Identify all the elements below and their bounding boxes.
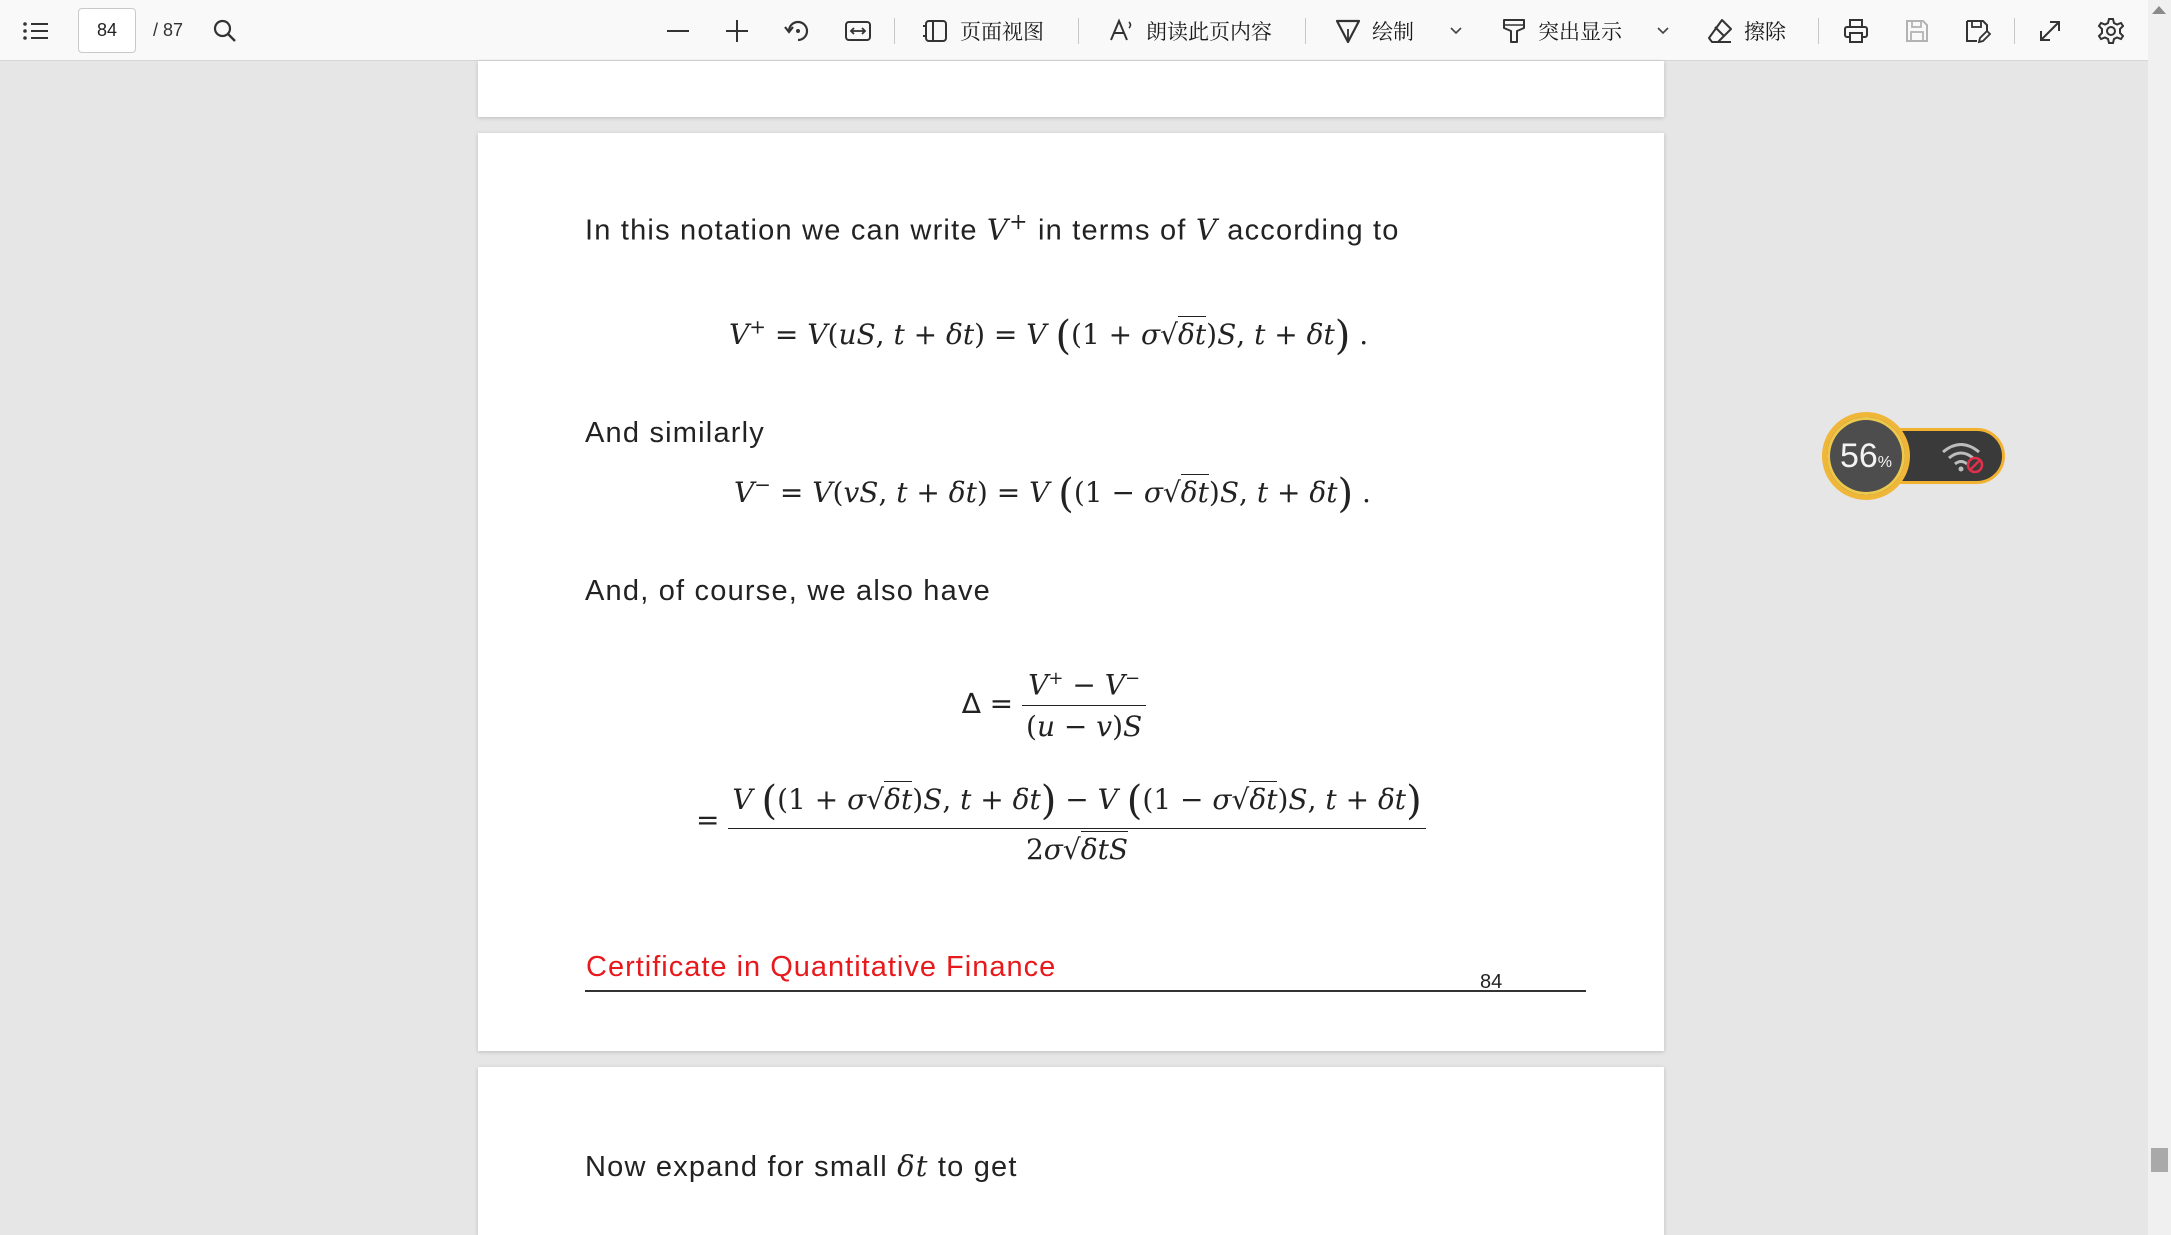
- erase-label: 擦除: [1744, 20, 1786, 44]
- of-course-text: And, of course, we also have: [585, 575, 991, 607]
- vertical-scrollbar[interactable]: [2148, 0, 2171, 1235]
- highlight-chevron-down-icon[interactable]: [1655, 0, 1671, 61]
- erase-button[interactable]: [1706, 0, 1786, 61]
- toolbar-separator: [1305, 18, 1306, 44]
- intro-sentence: In this notation we can write V+ in terms of V according to: [585, 210, 1400, 247]
- previous-page-bottom: [478, 61, 1664, 117]
- page-number-input[interactable]: 84: [78, 8, 136, 53]
- pdf-page-84: [478, 133, 1664, 1051]
- toolbar-separator: [1818, 18, 1819, 44]
- draw-button[interactable]: [1334, 0, 1414, 61]
- page-total: / 87: [153, 20, 184, 40]
- highlighter-icon: [1500, 17, 1528, 45]
- highlight-button[interactable]: [1500, 0, 1622, 61]
- zoom-in-icon[interactable]: [723, 0, 751, 61]
- read-aloud-button[interactable]: [1108, 0, 1272, 61]
- zoom-out-icon[interactable]: [664, 0, 692, 61]
- rotate-icon[interactable]: [783, 0, 813, 61]
- fullscreen-icon[interactable]: [2036, 0, 2064, 61]
- toolbar-separator: [1078, 18, 1079, 44]
- search-icon[interactable]: [212, 0, 238, 61]
- draw-pen-icon: [1334, 17, 1362, 45]
- print-icon[interactable]: [1842, 0, 1870, 61]
- page-number-label: 84: [1480, 971, 1503, 993]
- footer-certificate: Certificate in Quantitative Finance: [586, 951, 1057, 983]
- settings-gear-icon[interactable]: [2096, 0, 2126, 61]
- save-icon[interactable]: [1903, 0, 1931, 61]
- equation-delta: ∆ = $\frac{V^+ - V^-}{(u - v)S}$: [962, 668, 1146, 743]
- page-view-icon: [922, 18, 950, 44]
- footer-rule: [585, 990, 1586, 992]
- toolbar-separator: [2014, 18, 2015, 44]
- equation-v-plus: V+ = V(uS, t + δt) = V ((1 + σ√δt)S, t + δt) .: [729, 313, 1369, 359]
- network-speed-widget[interactable]: [1820, 410, 2010, 504]
- save-as-icon[interactable]: [1963, 0, 1991, 61]
- equation-delta-expanded: = $\frac{V ((1 + \sigma√\delta t)S, t + \delta t) - V ((1 - \sigma√\delta t)S, t + \delta t)}{\text{2σ√δtS}}$: [696, 778, 1426, 866]
- fit-width-icon[interactable]: [843, 0, 873, 61]
- read-aloud-icon: [1108, 18, 1136, 44]
- similarly-text: And similarly: [585, 417, 765, 449]
- draw-label: 绘制: [1372, 20, 1414, 44]
- highlight-label: 突出显示: [1538, 20, 1622, 44]
- pdf-toolbar: [0, 0, 2148, 61]
- expand-sentence: Now expand for small δt to get: [585, 1149, 1018, 1183]
- scroll-up-arrow-icon[interactable]: [2152, 6, 2166, 14]
- page-view-label: 页面视图: [960, 20, 1044, 44]
- read-aloud-label: 朗读此页内容: [1146, 20, 1272, 44]
- eraser-icon: [1706, 17, 1734, 45]
- draw-chevron-down-icon[interactable]: [1448, 0, 1464, 61]
- toolbar-separator: [894, 18, 895, 44]
- wifi-off-icon: [1939, 440, 1985, 474]
- battery-percent-circle: 56%: [1822, 412, 1910, 500]
- page-view-button[interactable]: [922, 0, 1044, 61]
- pdf-page-85: [478, 1067, 1664, 1235]
- equation-v-minus: V− = V(vS, t + δt) = V ((1 − σ√δt)S, t + δt) .: [734, 471, 1371, 517]
- scrollbar-thumb[interactable]: [2151, 1148, 2168, 1172]
- table-of-contents-icon[interactable]: [22, 0, 50, 61]
